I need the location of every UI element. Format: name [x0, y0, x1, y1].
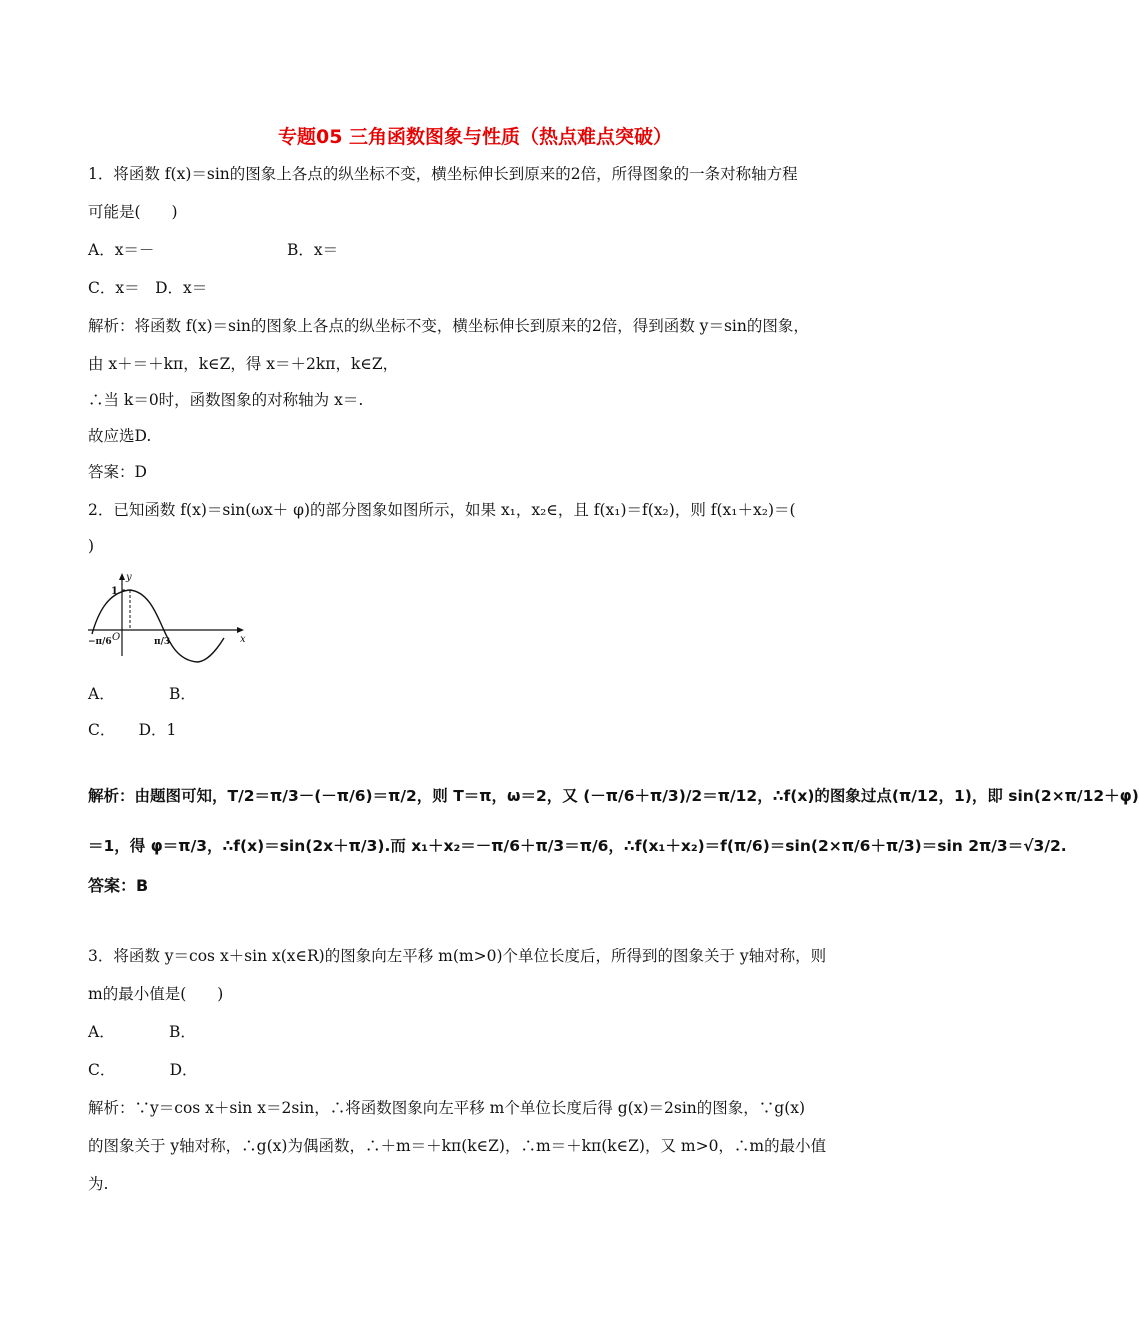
- max-value-label: 1: [111, 586, 118, 597]
- q2-solution-line-1: 解析：由题图可知，T/2＝π/3－(－π/6)＝π/2，则 T＝π，ω＝2，又 (－π/6＋π/3)/2＝π/12，∴f(x)的图象过点(π/12，1)，即 sin(2×π/12＋φ): [88, 787, 1139, 805]
- q1-option-b: B．x＝: [287, 241, 339, 259]
- y-axis-label: y: [126, 572, 132, 583]
- q3-solution-line-2: 的图象关于 y轴对称，∴g(x)为偶函数，∴＋m＝＋kπ(k∈Z)，∴m＝＋kπ(k∈Z)，又 m>0，∴m的最小值: [88, 1137, 827, 1155]
- document-title: 专题05 三角函数图象与性质（热点难点突破）: [277, 126, 673, 148]
- q1-stem-line-1: 1．将函数 f(x)＝sin的图象上各点的纵坐标不变，横坐标伸长到原来的2倍，所得图象的一条对称轴方程: [88, 165, 798, 183]
- q2-solution-line-2: ＝1，得 φ＝π/3，∴f(x)＝sin(2x＋π/3).而 x₁＋x₂＝－π/6＋π/3＝π/6，∴f(x₁＋x₂)＝f(π/6)＝sin(2×π/6＋π/3)＝sin 2π/3＝√3/2.: [88, 837, 1067, 855]
- q3-options-cd: C． D．: [88, 1061, 198, 1079]
- q1-stem-line-2: 可能是( ): [88, 203, 178, 221]
- x-axis-arrow: [237, 627, 244, 633]
- q3-solution-line-3: 为.: [88, 1175, 109, 1193]
- q3-stem-line-1: 3．将函数 y＝cos x＋sin x(x∈R)的图象向左平移 m(m>0)个单位长度后，所得到的图象关于 y轴对称，则: [88, 947, 827, 965]
- sine-curve: [92, 590, 224, 662]
- y-axis-arrow: [119, 573, 125, 580]
- q2-options-cd: C． D．1: [88, 721, 177, 739]
- sine-graph-figure: [86, 570, 248, 662]
- q2-answer: 答案：B: [88, 876, 149, 895]
- right-zero-label: π/3: [154, 637, 171, 647]
- q3-solution-line-1: 解析：∵y＝cos x＋sin x＝2sin，∴将函数图象向左平移 m个单位长度后得 g(x)＝2sin的图象，∵g(x): [88, 1099, 806, 1117]
- q3-options-ab: A． B．: [88, 1023, 196, 1041]
- origin-label: O: [112, 632, 121, 643]
- q2-stem-line-1: 2．已知函数 f(x)＝sin(ωx＋ φ)的部分图象如图所示，如果 x₁，x₂∈，且 f(x₁)＝f(x₂)，则 f(x₁＋x₂)＝(: [88, 501, 796, 519]
- x-axis-label: x: [240, 634, 246, 645]
- q1-solution-line-3: ∴当 k＝0时，函数图象的对称轴为 x＝.: [88, 391, 364, 409]
- q1-answer: 答案：D: [88, 463, 147, 481]
- q3-stem-line-2: m的最小值是( ): [88, 985, 224, 1003]
- q1-options-cd: C．x＝ D．x＝: [88, 279, 208, 297]
- q1-option-a: A．x＝－: [88, 241, 155, 259]
- q1-solution-line-2: 由 x＋＝＋kπ，k∈Z，得 x＝＋2kπ，k∈Z，: [88, 355, 399, 373]
- q1-solution-line-4: 故应选D.: [88, 427, 152, 445]
- q1-solution-line-1: 解析：将函数 f(x)＝sin的图象上各点的纵坐标不变，横坐标伸长到原来的2倍，得到函数 y＝sin的图象，: [88, 317, 809, 335]
- q2-options-ab: A． B．: [88, 685, 196, 703]
- q2-stem-line-2: ): [88, 537, 95, 555]
- left-zero-label: −π/6: [88, 637, 112, 647]
